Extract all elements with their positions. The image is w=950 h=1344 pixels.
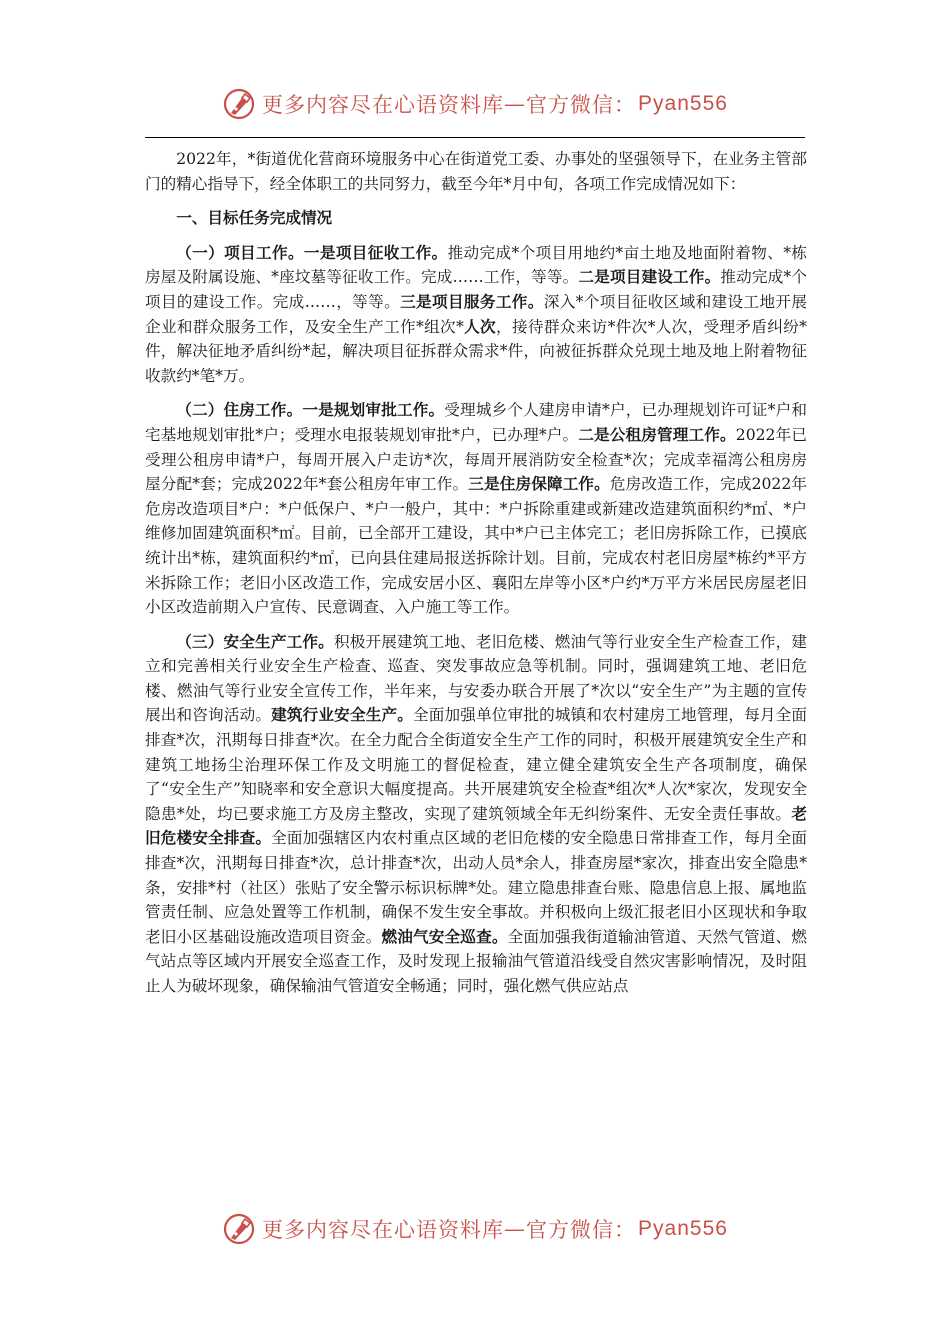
public-rental-heading: 二是公租房管理工作。 [578,425,736,444]
intro-paragraph: 2022年，*街道优化营商环境服务中心在街道党工委、办事处的坚强领导下，在业务主管部门的精心指导下，经全体职工的共同努力，截至今年*月中旬，各项工作完成情况如下： [145,150,807,193]
project-work-heading: （一）项目工作。一是项目征收工作。 [176,243,448,262]
project-work-text-1: 推动完成*个项目用地约*亩土地及地面附着物、*栋房屋及附属设施、*座坟墓等征收工作。完成……工作，等等。 [145,243,807,287]
construction-safety-heading: 建筑行业安全生产。 [271,706,414,725]
banner-wechat-id: Pyan556 [638,92,728,115]
safety-work-text-4: 全面加强我街道输油管道、天然气管道、燃气站点等区域内开展安全巡查工作，及时发现上报输油气管道沿线受自然灾害影响情况，及时阻止人为破坏现象，确保输油气管道安全畅通；同时，强化燃气供应站点 [145,927,807,995]
housing-work-paragraph [145,398,807,619]
banner-separator: — [504,92,527,116]
housing-work-text-3: 危房改造工作，完成2022年危房改造项目*户：*户低保户、*户一般户，其中：*户拆除重建或新建改造建筑面积约*㎡、*户维修加固建筑面积*㎡。目前，已全部开工建设，其中*户已主体完工；老旧房拆除工作，已摸底统计出*栋，建筑面积约*㎡，已向县住建局报送拆除计划。目前，完成农村老旧房屋*栋约*平方米拆除工作；老旧小区改造工作，完成安居小区、襄阳左岸等小区*户约*万平方米居民房屋老旧小区改造前期入户宣传、民意调查、入户施工等工作。 [145,475,807,617]
document-body [145,147,807,1009]
safety-work-paragraph [145,630,807,999]
project-work-text-3: 深入*个项目征收区域和建设工地开展企业和群众服务工作，及安全生产工作*组次* [145,292,807,336]
housing-work-text-2: 2022年已受理公租房申请*户，每周开展入户走访*次，每周开展消防安全检查*次；完成幸福湾公租房房屋分配*套；完成2022年*套公租房年审工作。 [145,425,807,494]
project-work-text-4: ，接待群众来访*件次*人次，受理矛盾纠纷*件，解决征地矛盾纠纷*起，解决项目征拆群众需求*件，向被征拆群众兑现土地及地上附着物征收款约*笔*万。 [145,317,807,385]
banner-wechat-label: 官方微信： [526,93,637,117]
banner-brand-text: 更多内容尽在心语资料库 [262,93,505,117]
banner-wechat-id: Pyan556 [638,1217,728,1240]
pen-nib-logo-icon [222,1212,256,1246]
header-rule [145,137,805,138]
section-heading: 一、目标任务完成情况 [176,209,333,228]
housing-work-text-1: 受理城乡个人建房申请*户，已办理规划许可证*户和宅基地规划审批*户；受理水电报装规划审批*户，已办理*户。 [145,401,807,444]
safety-work-text-1: 积极开展建筑工地、老旧危楼、燃油气等行业安全生产检查工作，建立和完善相关行业安全生产检查、巡查、突发事故应急等机制。同时，强调建筑工地、老旧危楼、燃油气等行业安全宣传工作，半年来，与安委办联合开展了*次以“安全生产”为主题的宣传展出和咨询活动。 [145,632,807,725]
pen-nib-logo-icon [222,87,256,121]
banner-brand-text: 更多内容尽在心语资料库 [262,1218,505,1242]
footer-banner [0,1207,950,1251]
project-construction-heading: 二是项目建设工作。 [578,268,721,287]
housing-security-heading: 三是住房保障工作。 [468,475,610,494]
project-service-heading: 三是项目服务工作。 [400,292,544,311]
project-work-emphasis: 人次 [463,317,496,336]
safety-work-text-2: 全面加强单位审批的城镇和农村建房工地管理，每月全面排查*次，汛期每日排查*次。在全力配合全街道安全生产工作的同时，积极开展建筑安全生产和建筑工地扬尘治理环保工作及文明施工的督促检查，建立健全建筑安全生产各项制度，确保了“安全生产”知晓率和安全意识大幅度提高。共开展建筑安全检查*组次*人次*家次，发现安全隐患*处，均已要求施工方及房主整改，实现了建筑领域全年无纠纷案件、无安全责任事故。 [145,706,807,823]
old-building-heading: 老旧危楼安全排查。 [145,804,807,848]
oil-gas-heading: 燃油气安全巡查。 [381,927,508,946]
banner-separator: — [504,1217,527,1241]
safety-work-text-3: 全面加强辖区内农村重点区域的老旧危楼的安全隐患日常排查工作，每月全面排查*次，汛期每日排查*次，总计排查*次，出动人员*余人，排查房屋*家次，排查出安全隐患*条，安排*村（社区）张贴了安全警示标识标牌*处。建立隐患排查台账、隐患信息上报、属地监管责任制、应急处置等工作机制，确保不发生安全事故。并积极向上级汇报老旧小区现状和争取老旧小区基础设施改造项目资金。 [145,829,807,946]
project-work-paragraph [145,241,807,389]
project-work-text-2: 推动完成*个项目的建设工作。完成……，等等。 [145,268,807,311]
banner-wechat-label: 官方微信： [526,1218,637,1242]
header-banner [0,82,950,126]
housing-work-heading: （二）住房工作。一是规划审批工作。 [176,401,445,420]
safety-work-heading: （三）安全生产工作。 [176,632,334,651]
